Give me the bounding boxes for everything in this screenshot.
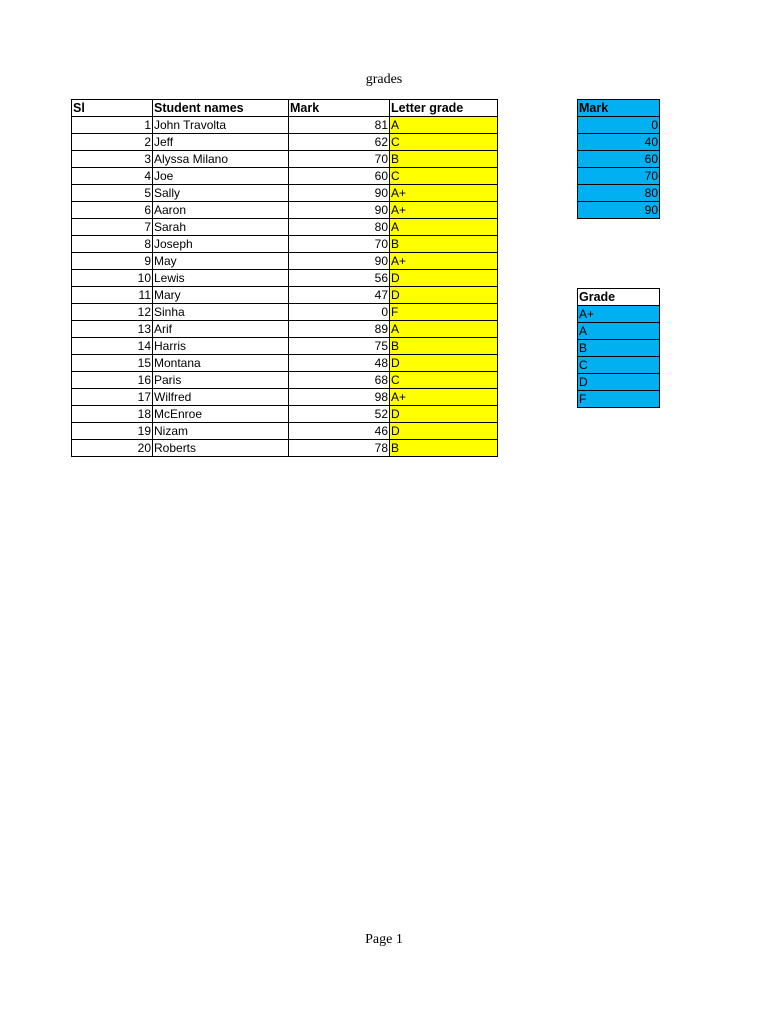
mark-lookup-cell[interactable]: 90 xyxy=(578,202,660,219)
cell-mark[interactable]: 89 xyxy=(289,321,390,338)
cell-letter-grade[interactable]: D xyxy=(390,406,498,423)
cell-letter-grade[interactable]: A+ xyxy=(390,389,498,406)
mark-lookup-row xyxy=(578,117,660,134)
cell-sl[interactable]: 13 xyxy=(72,321,153,338)
cell-sl[interactable]: 6 xyxy=(72,202,153,219)
cell-letter-grade[interactable]: C xyxy=(390,372,498,389)
table-row xyxy=(72,321,498,338)
cell-letter-grade[interactable]: C xyxy=(390,168,498,185)
cell-student-name[interactable]: Alyssa Milano xyxy=(153,151,289,168)
cell-student-name[interactable]: Sally xyxy=(153,185,289,202)
cell-student-name[interactable]: Joseph xyxy=(153,236,289,253)
cell-mark[interactable]: 98 xyxy=(289,389,390,406)
grade-lookup-row xyxy=(578,323,660,340)
cell-mark[interactable]: 90 xyxy=(289,253,390,270)
cell-sl[interactable]: 17 xyxy=(72,389,153,406)
header-sl[interactable]: Sl xyxy=(72,100,153,117)
mark-lookup-row xyxy=(578,168,660,185)
mark-lookup-row xyxy=(578,134,660,151)
cell-letter-grade[interactable]: A xyxy=(390,219,498,236)
cell-mark[interactable]: 80 xyxy=(289,219,390,236)
table-row xyxy=(72,219,498,236)
cell-student-name[interactable]: Jeff xyxy=(153,134,289,151)
header-mark[interactable]: Mark xyxy=(289,100,390,117)
cell-sl[interactable]: 15 xyxy=(72,355,153,372)
grade-lookup-header[interactable]: Grade xyxy=(578,289,660,306)
table-row xyxy=(72,168,498,185)
grade-lookup-cell[interactable]: A xyxy=(578,323,660,340)
cell-mark[interactable]: 60 xyxy=(289,168,390,185)
cell-student-name[interactable]: Mary xyxy=(153,287,289,304)
cell-letter-grade[interactable]: D xyxy=(390,270,498,287)
cell-student-name[interactable]: Nizam xyxy=(153,423,289,440)
table-row xyxy=(72,202,498,219)
grades-table xyxy=(71,99,498,457)
cell-sl[interactable]: 1 xyxy=(72,117,153,134)
table-row xyxy=(72,270,498,287)
cell-sl[interactable]: 12 xyxy=(72,304,153,321)
grades-header-row xyxy=(72,100,498,117)
cell-sl[interactable]: 4 xyxy=(72,168,153,185)
grade-lookup-cell[interactable]: C xyxy=(578,357,660,374)
cell-sl[interactable]: 9 xyxy=(72,253,153,270)
cell-letter-grade[interactable]: A xyxy=(390,117,498,134)
table-row xyxy=(72,423,498,440)
cell-mark[interactable]: 90 xyxy=(289,202,390,219)
cell-student-name[interactable]: Harris xyxy=(153,338,289,355)
cell-mark[interactable]: 48 xyxy=(289,355,390,372)
grade-lookup-cell[interactable]: A+ xyxy=(578,306,660,323)
mark-lookup-cell[interactable]: 70 xyxy=(578,168,660,185)
cell-letter-grade[interactable]: D xyxy=(390,423,498,440)
grade-lookup-row xyxy=(578,391,660,408)
cell-mark[interactable]: 70 xyxy=(289,236,390,253)
cell-letter-grade[interactable]: D xyxy=(390,287,498,304)
cell-mark[interactable]: 90 xyxy=(289,185,390,202)
cell-student-name[interactable]: John Travolta xyxy=(153,117,289,134)
table-row xyxy=(72,304,498,321)
cell-letter-grade[interactable]: C xyxy=(390,134,498,151)
grade-lookup-row xyxy=(578,374,660,391)
grade-lookup-row xyxy=(578,357,660,374)
cell-mark[interactable]: 78 xyxy=(289,440,390,457)
table-row xyxy=(72,151,498,168)
grade-lookup-table xyxy=(577,288,660,408)
cell-letter-grade[interactable]: A+ xyxy=(390,202,498,219)
cell-letter-grade[interactable]: D xyxy=(390,355,498,372)
cell-sl[interactable]: 8 xyxy=(72,236,153,253)
cell-letter-grade[interactable]: B xyxy=(390,151,498,168)
cell-student-name[interactable]: Montana xyxy=(153,355,289,372)
cell-student-name[interactable]: McEnroe xyxy=(153,406,289,423)
cell-sl[interactable]: 5 xyxy=(72,185,153,202)
page-footer: Page 1 xyxy=(365,932,403,947)
sheet-title: grades xyxy=(365,72,403,87)
table-row xyxy=(72,287,498,304)
grade-lookup-cell[interactable]: D xyxy=(578,374,660,391)
mark-lookup-row xyxy=(578,151,660,168)
mark-lookup-row xyxy=(578,202,660,219)
cell-student-name[interactable]: Arif xyxy=(153,321,289,338)
mark-lookup-cell[interactable]: 60 xyxy=(578,151,660,168)
cell-sl[interactable]: 20 xyxy=(72,440,153,457)
grade-lookup-header-row xyxy=(578,289,660,306)
cell-sl[interactable]: 19 xyxy=(72,423,153,440)
cell-mark[interactable]: 47 xyxy=(289,287,390,304)
cell-sl[interactable]: 11 xyxy=(72,287,153,304)
grade-lookup-cell[interactable]: F xyxy=(578,391,660,408)
mark-lookup-cell[interactable]: 0 xyxy=(578,117,660,134)
table-row xyxy=(72,117,498,134)
table-row xyxy=(72,253,498,270)
mark-lookup-header[interactable]: Mark xyxy=(578,100,660,117)
table-row xyxy=(72,389,498,406)
table-row xyxy=(72,406,498,423)
cell-letter-grade[interactable]: A xyxy=(390,321,498,338)
table-row xyxy=(72,236,498,253)
grade-lookup-cell[interactable]: B xyxy=(578,340,660,357)
cell-sl[interactable]: 18 xyxy=(72,406,153,423)
cell-mark[interactable]: 81 xyxy=(289,117,390,134)
cell-letter-grade[interactable]: A+ xyxy=(390,185,498,202)
cell-sl[interactable]: 7 xyxy=(72,219,153,236)
cell-sl[interactable]: 14 xyxy=(72,338,153,355)
cell-mark[interactable]: 70 xyxy=(289,151,390,168)
table-row xyxy=(72,372,498,389)
cell-student-name[interactable]: Roberts xyxy=(153,440,289,457)
table-row xyxy=(72,440,498,457)
cell-student-name[interactable]: Wilfred xyxy=(153,389,289,406)
cell-mark[interactable]: 68 xyxy=(289,372,390,389)
cell-sl[interactable]: 3 xyxy=(72,151,153,168)
cell-student-name[interactable]: Sinha xyxy=(153,304,289,321)
cell-sl[interactable]: 2 xyxy=(72,134,153,151)
mark-lookup-cell[interactable]: 80 xyxy=(578,185,660,202)
cell-student-name[interactable]: May xyxy=(153,253,289,270)
cell-letter-grade[interactable]: F xyxy=(390,304,498,321)
cell-mark[interactable]: 52 xyxy=(289,406,390,423)
cell-letter-grade[interactable]: A+ xyxy=(390,253,498,270)
cell-mark[interactable]: 75 xyxy=(289,338,390,355)
mark-lookup-row xyxy=(578,185,660,202)
cell-mark[interactable]: 46 xyxy=(289,423,390,440)
cell-sl[interactable]: 10 xyxy=(72,270,153,287)
grade-lookup-row xyxy=(578,340,660,357)
table-row xyxy=(72,185,498,202)
mark-lookup-cell[interactable]: 40 xyxy=(578,134,660,151)
cell-student-name[interactable]: Joe xyxy=(153,168,289,185)
cell-student-name[interactable]: Aaron xyxy=(153,202,289,219)
cell-mark[interactable]: 0 xyxy=(289,304,390,321)
header-student-names[interactable]: Student names xyxy=(153,100,289,117)
table-row xyxy=(72,355,498,372)
cell-letter-grade[interactable]: B xyxy=(390,440,498,457)
cell-student-name[interactable]: Lewis xyxy=(153,270,289,287)
grade-lookup-row xyxy=(578,306,660,323)
table-row xyxy=(72,338,498,355)
mark-lookup-table xyxy=(577,99,660,219)
cell-student-name[interactable]: Paris xyxy=(153,372,289,389)
cell-mark[interactable]: 56 xyxy=(289,270,390,287)
cell-mark[interactable]: 62 xyxy=(289,134,390,151)
cell-sl[interactable]: 16 xyxy=(72,372,153,389)
cell-letter-grade[interactable]: B xyxy=(390,236,498,253)
cell-student-name[interactable]: Sarah xyxy=(153,219,289,236)
cell-letter-grade[interactable]: B xyxy=(390,338,498,355)
mark-lookup-header-row xyxy=(578,100,660,117)
table-row xyxy=(72,134,498,151)
header-letter-grade[interactable]: Letter grade xyxy=(390,100,498,117)
